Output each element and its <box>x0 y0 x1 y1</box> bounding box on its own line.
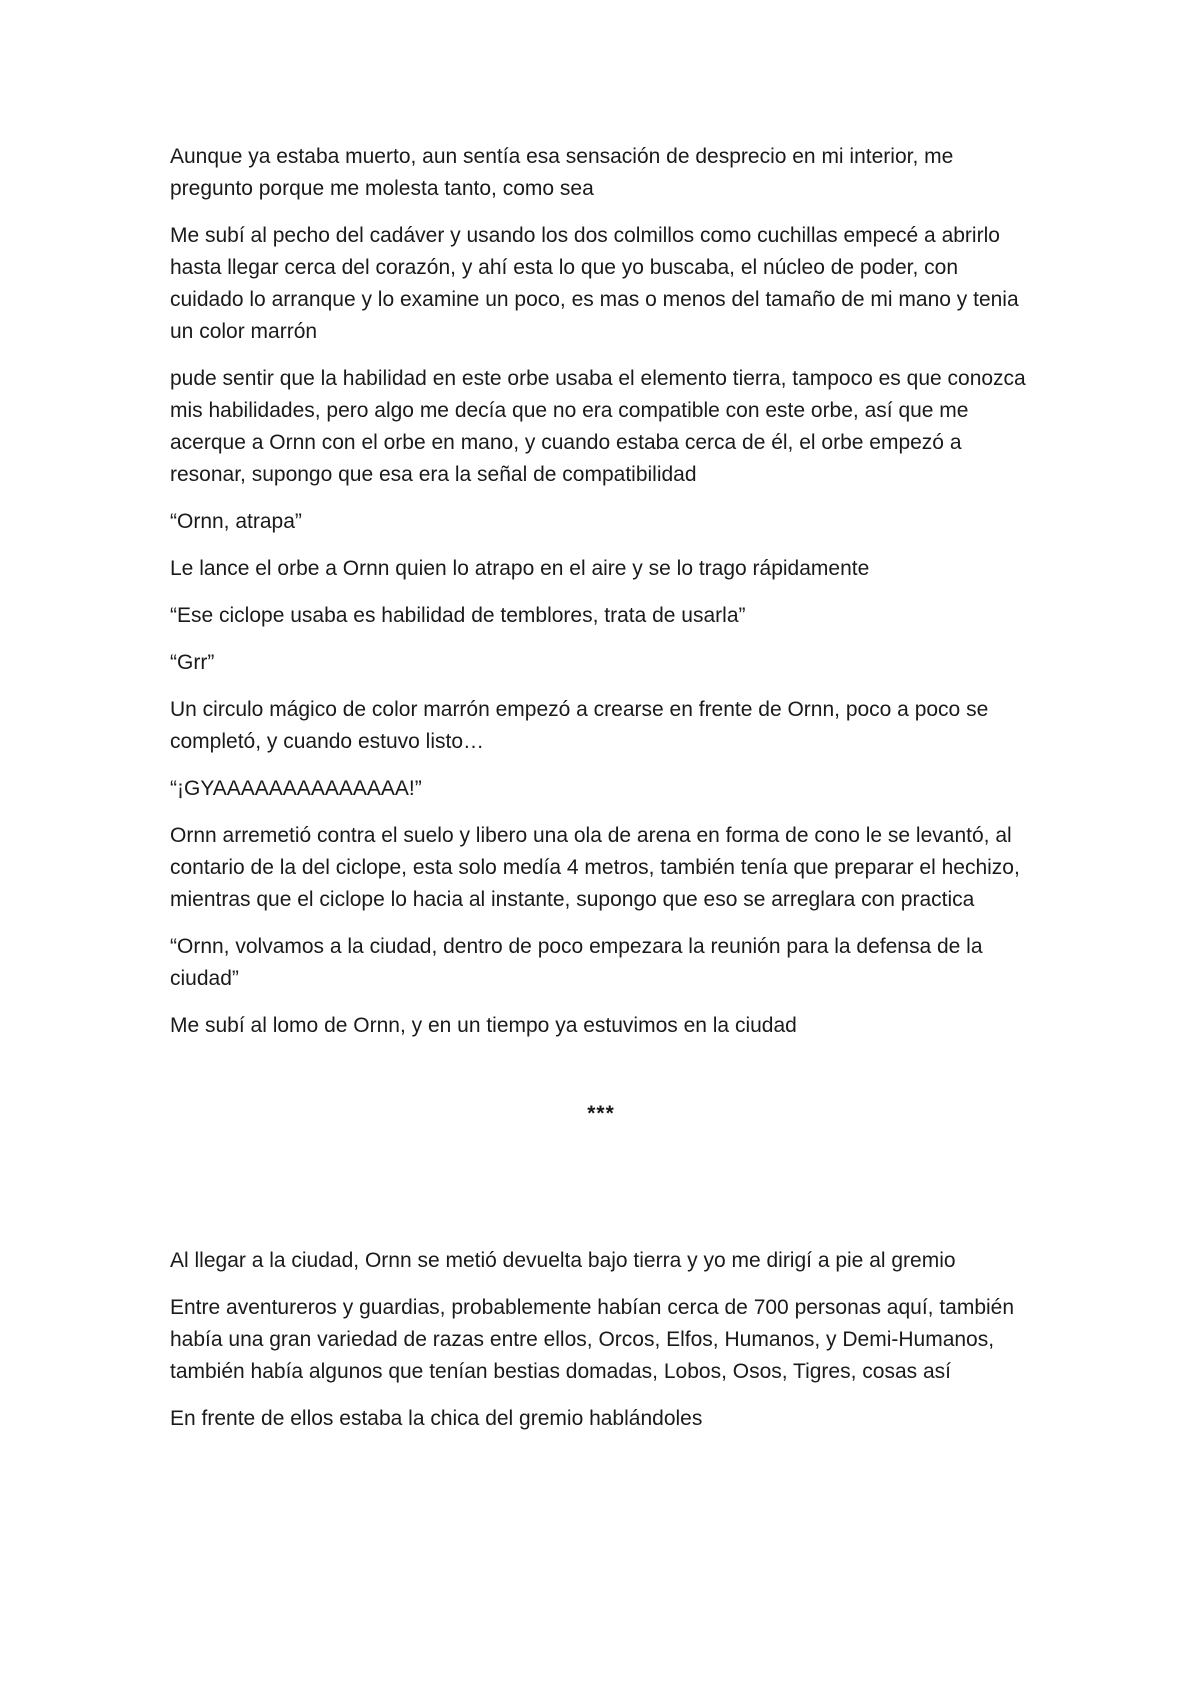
paragraph: pude sentir que la habilidad en este orbe usaba el elemento tierra, tampoco es que conozca mis habilidades, pero algo me decía que no era compatible con este orbe, así que me acerque a Ornn con el orbe en mano, y cuando estaba cerca de él, el orbe empezó a resonar, supongo que esa era la señal de compatibilidad <box>170 367 1026 486</box>
dialogue-line: “Ese ciclope usaba es habilidad de temblores, trata de usarla” <box>170 604 746 627</box>
paragraph: Me subí al pecho del cadáver y usando los dos colmillos como cuchillas empecé a abrirlo hasta llegar cerca del corazón, y ahí esta lo que yo buscaba, el núcleo de poder, con cuidado lo arranque y lo examine un poco, es mas o menos del tamaño de mi mano y tenia un color marrón <box>170 224 1019 343</box>
paragraph: Me subí al lomo de Ornn, y en un tiempo ya estuvimos en la ciudad <box>170 1014 797 1037</box>
paragraph: Ornn arremetió contra el suelo y libero una ola de arena en forma de cono le se levantó, al contario de la del ciclope, esta solo medía 4 metros, también tenía que preparar el hechizo, mientras que el ciclope lo hacia al instante, supongo que eso se arreglara con practica <box>170 824 1020 911</box>
paragraph: Un circulo mágico de color marrón empezó a crearse en frente de Ornn, poco a poco se completó, y cuando estuvo listo… <box>170 698 989 753</box>
section-separator: *** <box>587 1102 615 1125</box>
section-one <box>170 141 1032 1042</box>
paragraph: En frente de ellos estaba la chica del gremio hablándoles <box>170 1407 703 1430</box>
paragraph: Entre aventureros y guardias, probablemente habían cerca de 700 personas aquí, también había una gran variedad de razas entre ellos, Orcos, Elfos, Humanos, y Demi-Humanos, también había algunos que tenían bestias domadas, Lobos, Osos, Tigres, cosas así <box>170 1296 1015 1383</box>
dialogue-line: “¡GYAAAAAAAAAAAAAA!” <box>170 777 422 800</box>
dialogue-line: “Ornn, atrapa” <box>170 510 302 533</box>
paragraph: Le lance el orbe a Ornn quien lo atrapo en el aire y se lo trago rápidamente <box>170 557 870 580</box>
section-two <box>170 1245 1032 1435</box>
paragraph: Al llegar a la ciudad, Ornn se metió devuelta bajo tierra y yo me dirigí a pie al gremio <box>170 1249 956 1272</box>
dialogue-line: “Ornn, volvamos a la ciudad, dentro de poco empezara la reunión para la defensa de la ciudad” <box>170 935 983 990</box>
paragraph: Aunque ya estaba muerto, aun sentía esa sensación de desprecio en mi interior, me pregunto porque me molesta tanto, como sea <box>170 145 954 200</box>
dialogue-line: “Grr” <box>170 651 215 674</box>
document-body <box>170 141 1032 1450</box>
